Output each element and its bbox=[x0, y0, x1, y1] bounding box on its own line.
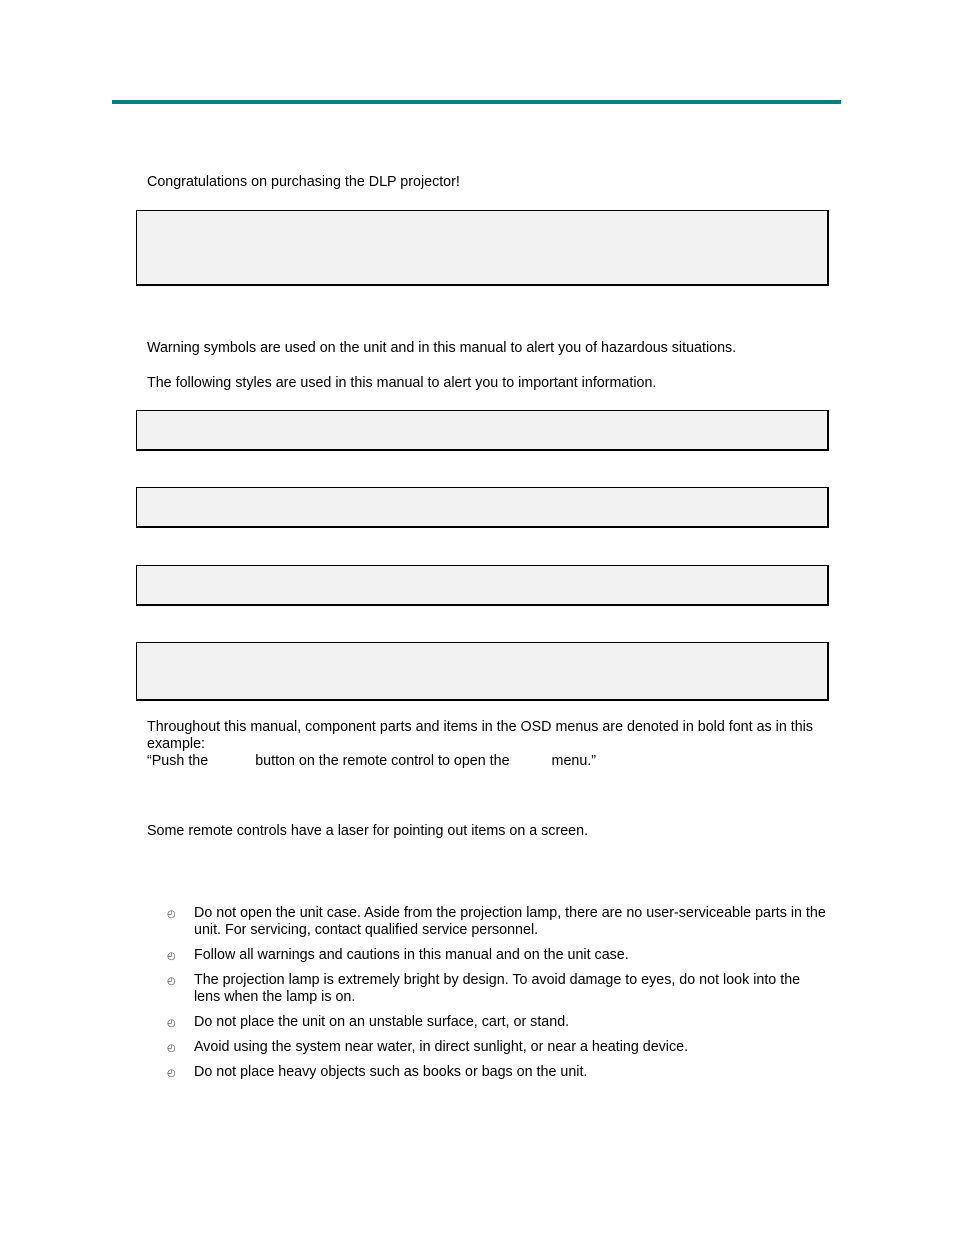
list-item: ◴ The projection lamp is extremely bright by design. To avoid damage to eyes, do not look into the lens when the lamp is on. bbox=[167, 972, 801, 1005]
list-item: ◴ Do not place heavy objects such as books or bags on the unit. bbox=[167, 1064, 588, 1080]
style-box-1 bbox=[136, 410, 829, 451]
laser-text: Some remote controls have a laser for pointing out items on a screen. bbox=[147, 823, 589, 839]
style-box-2 bbox=[136, 487, 829, 528]
style-box-3 bbox=[136, 565, 829, 606]
notice-box-main bbox=[136, 210, 829, 286]
list-item: ◴ Avoid using the system near water, in direct sunlight, or near a heating device. bbox=[167, 1039, 689, 1055]
clock-bullet-icon: ◴ bbox=[167, 976, 176, 987]
conventions-block bbox=[147, 719, 813, 770]
push-part-1: “Push the bbox=[147, 753, 209, 769]
clock-bullet-icon: ◴ bbox=[167, 1068, 176, 1079]
list-item: ◴ Follow all warnings and cautions in this manual and on the unit case. bbox=[167, 947, 629, 963]
precautions-list bbox=[167, 905, 827, 1089]
conventions-line-2: example: bbox=[147, 736, 206, 752]
clock-bullet-icon: ◴ bbox=[167, 1043, 176, 1054]
congrats-text: Congratulations on purchasing the DLP projector! bbox=[147, 174, 460, 190]
warning-symbols-text: Warning symbols are used on the unit and in this manual to alert you of hazardous situations. bbox=[147, 340, 737, 356]
header-rule bbox=[112, 100, 841, 104]
clock-bullet-icon: ◴ bbox=[167, 951, 176, 962]
push-part-2: button on the remote control to open the bbox=[255, 753, 510, 769]
list-item: ◴ Do not place the unit on an unstable surface, cart, or stand. bbox=[167, 1014, 570, 1030]
conventions-line-1: Throughout this manual, component parts and items in the OSD menus are denoted in bold font as in this bbox=[147, 719, 813, 735]
clock-bullet-icon: ◴ bbox=[167, 1018, 176, 1029]
style-box-4 bbox=[136, 642, 829, 701]
styles-intro-text: The following styles are used in this manual to alert you to important information. bbox=[147, 375, 657, 391]
clock-bullet-icon: ◴ bbox=[167, 909, 176, 920]
push-part-3: menu.” bbox=[551, 753, 597, 769]
list-item: ◴ Do not open the unit case. Aside from the projection lamp, there are no user-serviceable parts in the unit. For servicing, contact qualified service personnel. bbox=[167, 905, 826, 938]
push-example bbox=[147, 753, 813, 770]
